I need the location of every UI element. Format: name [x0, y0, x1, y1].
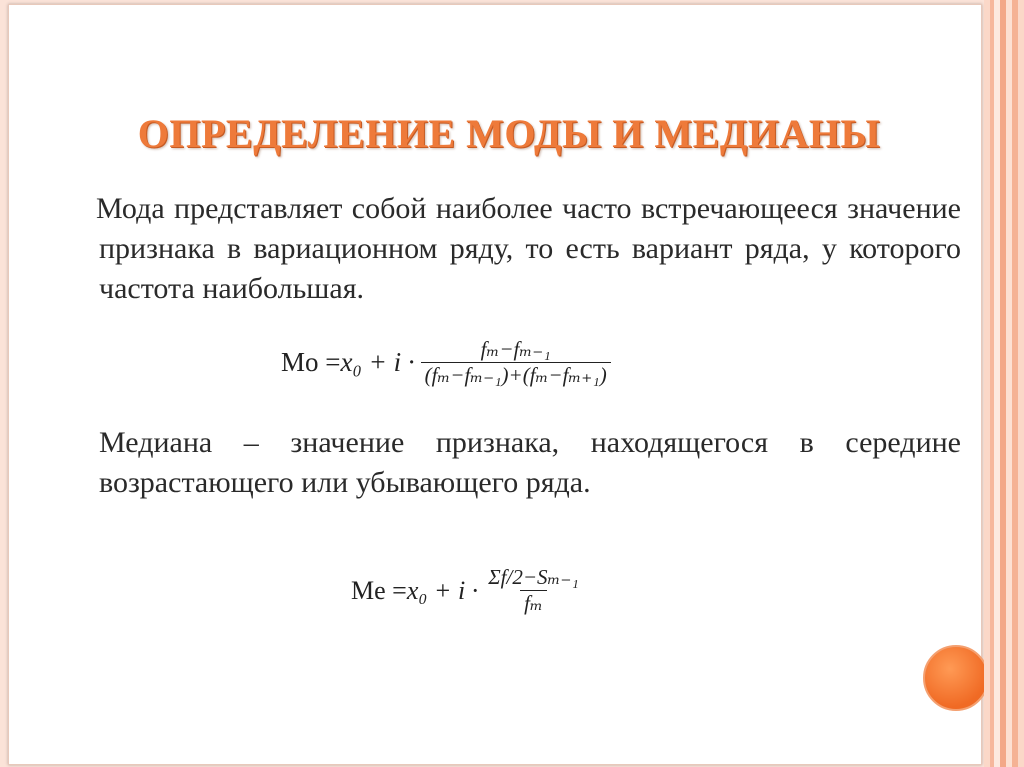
- median-formula-fraction: [484, 565, 583, 616]
- slide-title: ОПРЕДЕЛЕНИЕ МОДЫ И МЕДИАНЫ: [137, 111, 881, 156]
- median-formula: [351, 565, 583, 616]
- slide: [8, 4, 982, 765]
- median-definition: Медиана – значение признака, находящегося в середине возрастающего или убывающего ряда.: [99, 426, 961, 499]
- mode-formula-numerator: fₘ−fₘ₋₁: [480, 337, 551, 361]
- mode-formula-mid: x₀ + i ·: [340, 347, 415, 377]
- decorative-circle-icon: [923, 645, 989, 711]
- mode-formula: [281, 337, 611, 388]
- mode-formula-lhs: Mo =: [281, 347, 341, 377]
- mode-formula-denominator: (fₘ−fₘ₋₁)+(fₘ−fₘ₊₁): [421, 362, 611, 388]
- decorative-stripes: [984, 0, 1024, 767]
- mode-formula-fraction: [421, 337, 611, 388]
- median-formula-lhs: Me =: [351, 575, 407, 605]
- median-formula-numerator: Σf/2−Sₘ₋₁: [488, 565, 579, 589]
- median-formula-denominator: fₘ: [520, 590, 547, 616]
- mode-definition: Мода представляет собой наиболее часто встречающееся значение признака в вариационном ряду, то есть вариант ряда, у которого частота наибольшая.: [96, 192, 961, 305]
- median-formula-mid: x₀ + i ·: [406, 575, 479, 605]
